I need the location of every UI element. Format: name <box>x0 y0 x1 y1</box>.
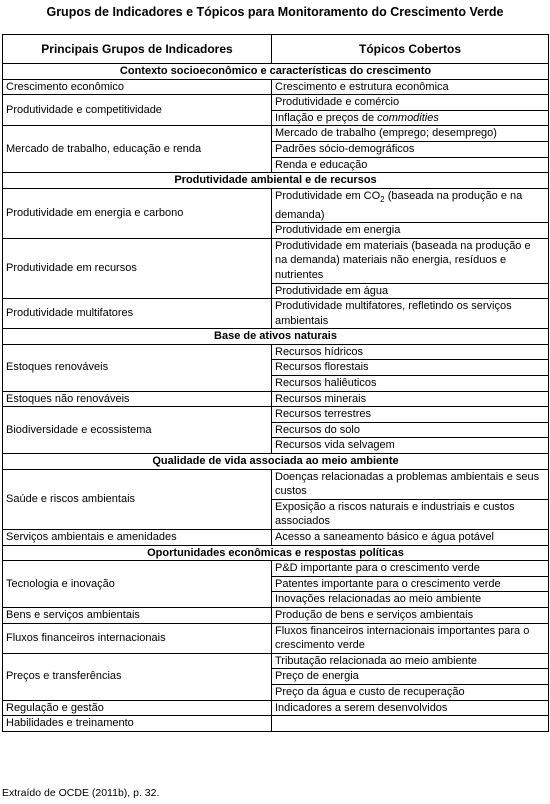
topic-cell: Recursos florestais <box>272 360 549 376</box>
group-cell: Crescimento econômico <box>3 79 272 95</box>
section-heading: Qualidade de vida associada ao meio ambiente <box>3 454 549 470</box>
topic-cell: Recursos minerais <box>272 391 549 407</box>
topic-cell: Crescimento e estrutura econômica <box>272 79 549 95</box>
topic-cell: Produtividade em $CO_2$ (baseada na produção e na demanda) <box>272 188 549 222</box>
group-cell: Preços e transferências <box>3 653 272 700</box>
table-row <box>3 299 549 329</box>
topic-cell: Mercado de trabalho (emprego; desemprego) <box>272 126 549 142</box>
section-heading-row <box>3 545 549 561</box>
section-heading-row <box>3 173 549 189</box>
topic-cell: Produção de bens e serviços ambientais <box>272 607 549 623</box>
topic-cell: Recursos do solo <box>272 422 549 438</box>
topic-cell: Produtividade em água <box>272 283 549 299</box>
table-row <box>3 188 549 222</box>
topic-cell: Recursos hídricos <box>272 344 549 360</box>
section-heading-row <box>3 454 549 470</box>
section-heading: Base de ativos naturais <box>3 329 549 345</box>
group-cell: Produtividade em recursos <box>3 238 272 298</box>
section-heading-row <box>3 329 549 345</box>
topic-cell: Recursos vida selvagem <box>272 438 549 454</box>
topic-cell: Tributação relacionada ao meio ambiente <box>272 653 549 669</box>
group-cell: Produtividade em energia e carbono <box>3 188 272 238</box>
group-cell: Biodiversidade e ecossistema <box>3 407 272 454</box>
table-title: Grupos de Indicadores e Tópicos para Monitoramento do Crescimento Verde <box>46 5 504 19</box>
table-row <box>3 391 549 407</box>
group-cell: Regulação e gestão <box>3 700 272 716</box>
topic-cell <box>272 716 549 732</box>
topic-italic-term: commodities <box>377 111 439 124</box>
topic-cell: Produtividade e comércio <box>272 95 549 111</box>
topic-cell: Acesso a saneamento básico e água potável <box>272 530 549 546</box>
topic-cell: Exposição a riscos naturais e industriais e custos associados <box>272 499 549 529</box>
topic-cell: Produtividade em energia <box>272 223 549 239</box>
group-cell: Serviços ambientais e amenidades <box>3 530 272 546</box>
topic-cell: Doenças relacionadas a problemas ambientais e seus custos <box>272 469 549 499</box>
section-heading: Oportunidades econômicas e respostas políticas <box>3 545 549 561</box>
topic-text: Inflação e preços de <box>275 111 378 124</box>
table-row <box>3 700 549 716</box>
table-row <box>3 653 549 669</box>
group-cell: Fluxos financeiros internacionais <box>3 623 272 653</box>
table-row <box>3 126 549 142</box>
topic-cell: Recursos haliêuticos <box>272 376 549 392</box>
topic-text: (baseada na produção e na demanda) <box>275 189 523 221</box>
group-cell: Mercado de trabalho, educação e renda <box>3 126 272 173</box>
topic-cell: Fluxos financeiros internacionais importantes para o crescimento verde <box>272 623 549 653</box>
group-cell: Habilidades e treinamento <box>3 716 272 732</box>
group-cell: Bens e serviços ambientais <box>3 607 272 623</box>
group-cell: Produtividade e competitividade <box>3 95 272 126</box>
table-row <box>3 530 549 546</box>
group-cell: Estoques renováveis <box>3 344 272 391</box>
topic-cell: Indicadores a serem desenvolvidos <box>272 700 549 716</box>
table-row <box>3 79 549 95</box>
topic-cell: Patentes importante para o crescimento verde <box>272 576 549 592</box>
topic-cell: Preço da água e custo de recuperação <box>272 684 549 700</box>
header-topics: Tópicos Cobertos <box>272 35 549 64</box>
table-row <box>3 716 549 732</box>
topic-text: Produtividade em CO <box>275 189 381 202</box>
group-cell: Saúde e riscos ambientais <box>3 469 272 529</box>
table-row <box>3 238 549 283</box>
table-row <box>3 561 549 577</box>
table-row <box>3 469 549 499</box>
table-row <box>3 623 549 653</box>
topic-cell: Padrões sócio-demográficos <box>272 141 549 157</box>
group-cell: Produtividade multifatores <box>3 299 272 329</box>
topic-cell: Recursos terrestres <box>272 407 549 423</box>
topic-cell: Inovações relacionadas ao meio ambiente <box>272 592 549 608</box>
group-cell: Estoques não renováveis <box>3 391 272 407</box>
section-heading: Contexto socioeconômico e características do crescimento <box>3 64 549 80</box>
table-row <box>3 407 549 423</box>
table-header-row <box>3 35 549 64</box>
source-note: Extraído de OCDE (2011b), p. 32. <box>2 787 160 799</box>
topic-cell <box>272 110 549 126</box>
table-row <box>3 95 549 111</box>
indicators-table <box>2 34 549 732</box>
group-cell: Tecnologia e inovação <box>3 561 272 608</box>
topic-cell: Produtividade multifatores, refletindo os serviços ambientais <box>272 299 549 329</box>
table-row <box>3 607 549 623</box>
section-heading: Produtividade ambiental e de recursos <box>3 173 549 189</box>
table-row <box>3 344 549 360</box>
topic-cell: P&D importante para o crescimento verde <box>272 561 549 577</box>
section-heading-row <box>3 64 549 80</box>
header-groups: Principais Grupos de Indicadores <box>3 35 272 64</box>
topic-cell: Produtividade em materiais (baseada na produção e na demanda) materiais não energia, resíduos e nutrientes <box>272 238 549 283</box>
topic-cell: Preço de energia <box>272 669 549 685</box>
topic-cell: Renda e educação <box>272 157 549 173</box>
